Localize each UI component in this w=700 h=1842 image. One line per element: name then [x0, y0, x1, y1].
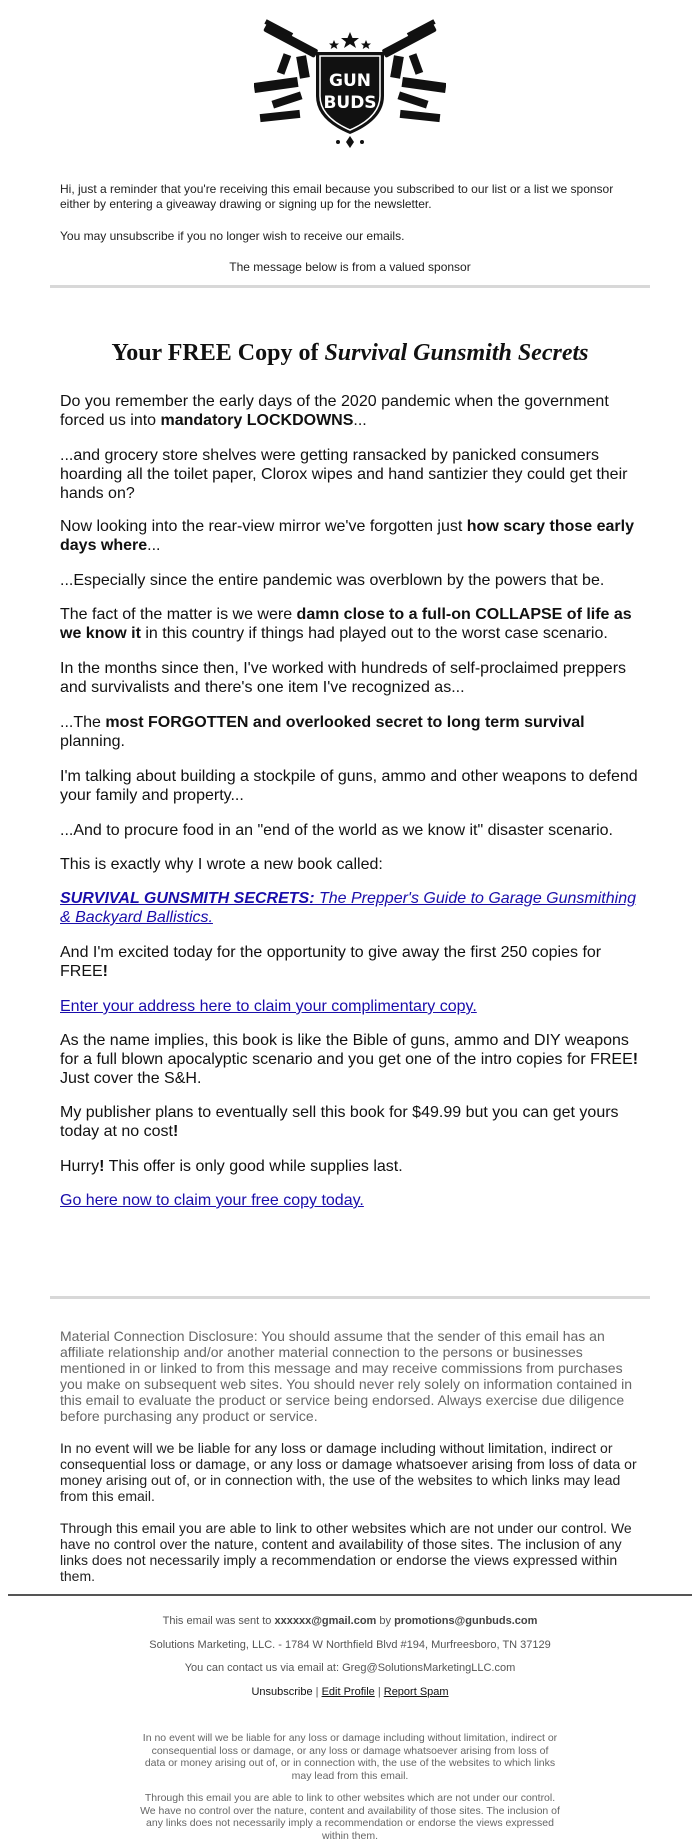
sender-email: promotions@gunbuds.com	[394, 1615, 538, 1627]
fine-print-external: Through this email you are able to link to other websites which are not under our control. We have no control over the nature, content and availability of those sites. The inclusion of any links does not necessarily imply a recommendation or endorse the views expressed within them.	[140, 1792, 560, 1842]
paragraph-11: And I'm excited today for the opportunity to give away the first 250 copies for FREE!	[60, 944, 602, 980]
sponsor-note: The message below is from a valued sponsor	[229, 260, 471, 274]
material-disclosure: Material Connection Disclosure: You should assume that the sender of this email has an affiliate relationship and/or another material connection to the persons or businesses mentioned in or linked to from this message and may receive commissions from purchases you make on subsequent web sites. You should never rely solely on information contained in this email to evaluate the product or service being endorsed. Always exercise due diligence before purchasing any product or service.	[60, 1328, 633, 1424]
paragraph-10: This is exactly why I wrote a new book called:	[60, 856, 383, 873]
sent-to-line: This email was sent to xxxxxx@gmail.com by promotions@gunbuds.com	[162, 1615, 538, 1627]
paragraph-5: The fact of the matter is we were damn close to a full-on COLLAPSE of life as we know it in this country if things had played out to the worst case scenario.	[60, 606, 632, 642]
gun-buds-logo	[254, 16, 446, 152]
book-title-link[interactable]: SURVIVAL GUNSMITH SECRETS: The Prepper's Guide to Garage Gunsmithing & Backyard Ballistics.	[60, 890, 636, 926]
liability-disclaimer: In no event will we be liable for any loss or damage including without limitation, indirect or consequential loss or damage, or any loss or damage whatsoever arising from loss of data or money arising out of, or in connection with, the use of the websites to which links may lead from this email.	[60, 1440, 637, 1504]
paragraph-8: I'm talking about building a stockpile of guns, ammo and other weapons to defend your family and property...	[60, 768, 638, 804]
report-spam-link[interactable]: Report Spam	[383, 1686, 449, 1698]
unsubscribe-note: You may unsubscribe if you no longer wish to receive our emails.	[60, 229, 405, 243]
go-link-paragraph	[60, 1191, 645, 1210]
recipient-email: xxxxxx@gmail.com	[274, 1615, 377, 1627]
paragraph-4: ...Especially since the entire pandemic was overblown by the powers that be.	[60, 572, 605, 589]
subscription-reminder: Hi, just a reminder that you're receiving this email because you subscribed to our list or a list we sponsor either by entering a giveaway drawing or signing up for the newsletter.	[60, 182, 614, 211]
external-links-disclaimer: Through this email you are able to link to other websites which are not under our control. We have no control over the nature, content and availability of those sites. The inclusion of any links does not necessarily imply a recommendation or endorse the views expressed within them.	[60, 1520, 632, 1584]
divider	[50, 285, 650, 288]
claim-link-paragraph	[60, 997, 645, 1016]
unsubscribe-link[interactable]: Unsubscribe	[251, 1686, 313, 1698]
paragraph-13: My publisher plans to eventually sell this book for $49.99 but you can get yours today at no cost!	[60, 1104, 619, 1140]
go-claim-link[interactable]: Go here now to claim your free copy today.	[60, 1192, 364, 1209]
headline-book-title: Survival Gunsmith Secrets	[324, 340, 589, 366]
paragraph-7: ...The most FORGOTTEN and overlooked secret to long term survival planning.	[60, 714, 585, 750]
paragraph-1: Do you remember the early days of the 2020 pandemic when the government forced us into mandatory LOCKDOWNS...	[60, 393, 609, 429]
divider	[50, 1296, 650, 1299]
edit-profile-link[interactable]: Edit Profile	[321, 1686, 375, 1698]
logo-text-buds: BUDS	[323, 93, 377, 113]
paragraph-12: As the name implies, this book is like the Bible of guns, ammo and DIY weapons for a full blown apocalyptic scenario and you get one of the intro copies for FREE! Just cover the S&H.	[60, 1032, 639, 1087]
company-address: Solutions Marketing, LLC. - 1784 W Northfield Blvd #194, Murfreesboro, TN 37129	[149, 1639, 551, 1651]
footer-divider	[8, 1594, 692, 1596]
paragraph-3: Now looking into the rear-view mirror we've forgotten just how scary those early days where...	[60, 518, 634, 554]
footer-links: Unsubscribe | Edit Profile | Report Spam	[251, 1686, 449, 1698]
headline-prefix: Your FREE Copy of	[111, 340, 325, 366]
headline	[0, 340, 700, 367]
paragraph-6: In the months since then, I've worked with hundreds of self-proclaimed preppers and survivalists and there's one item I've recognized as...	[60, 660, 627, 696]
paragraph-9: ...And to procure food in an "end of the world as we know it" disaster scenario.	[60, 822, 613, 839]
contact-line: You can contact us via email at: Greg@SolutionsMarketingLLC.com	[184, 1662, 516, 1674]
claim-copy-link[interactable]: Enter your address here to claim your complimentary copy.	[60, 998, 477, 1015]
paragraph-14: Hurry! This offer is only good while supplies last.	[60, 1158, 403, 1175]
paragraph-2: ...and grocery store shelves were getting ransacked by panicked consumers hoarding all the toilet paper, Clorox wipes and hand santizier they could get their hands on?	[60, 447, 628, 502]
fine-print-liability: In no event will we be liable for any loss or damage including without limitation, indirect or consequential loss or damage, or any loss or damage whatsoever arising from loss of data or money arising out of, or in connection with, the use of the websites to which links may lead from this email.	[142, 1732, 558, 1782]
book-link-paragraph	[60, 889, 645, 927]
logo-text-gun: GUN	[329, 71, 371, 91]
